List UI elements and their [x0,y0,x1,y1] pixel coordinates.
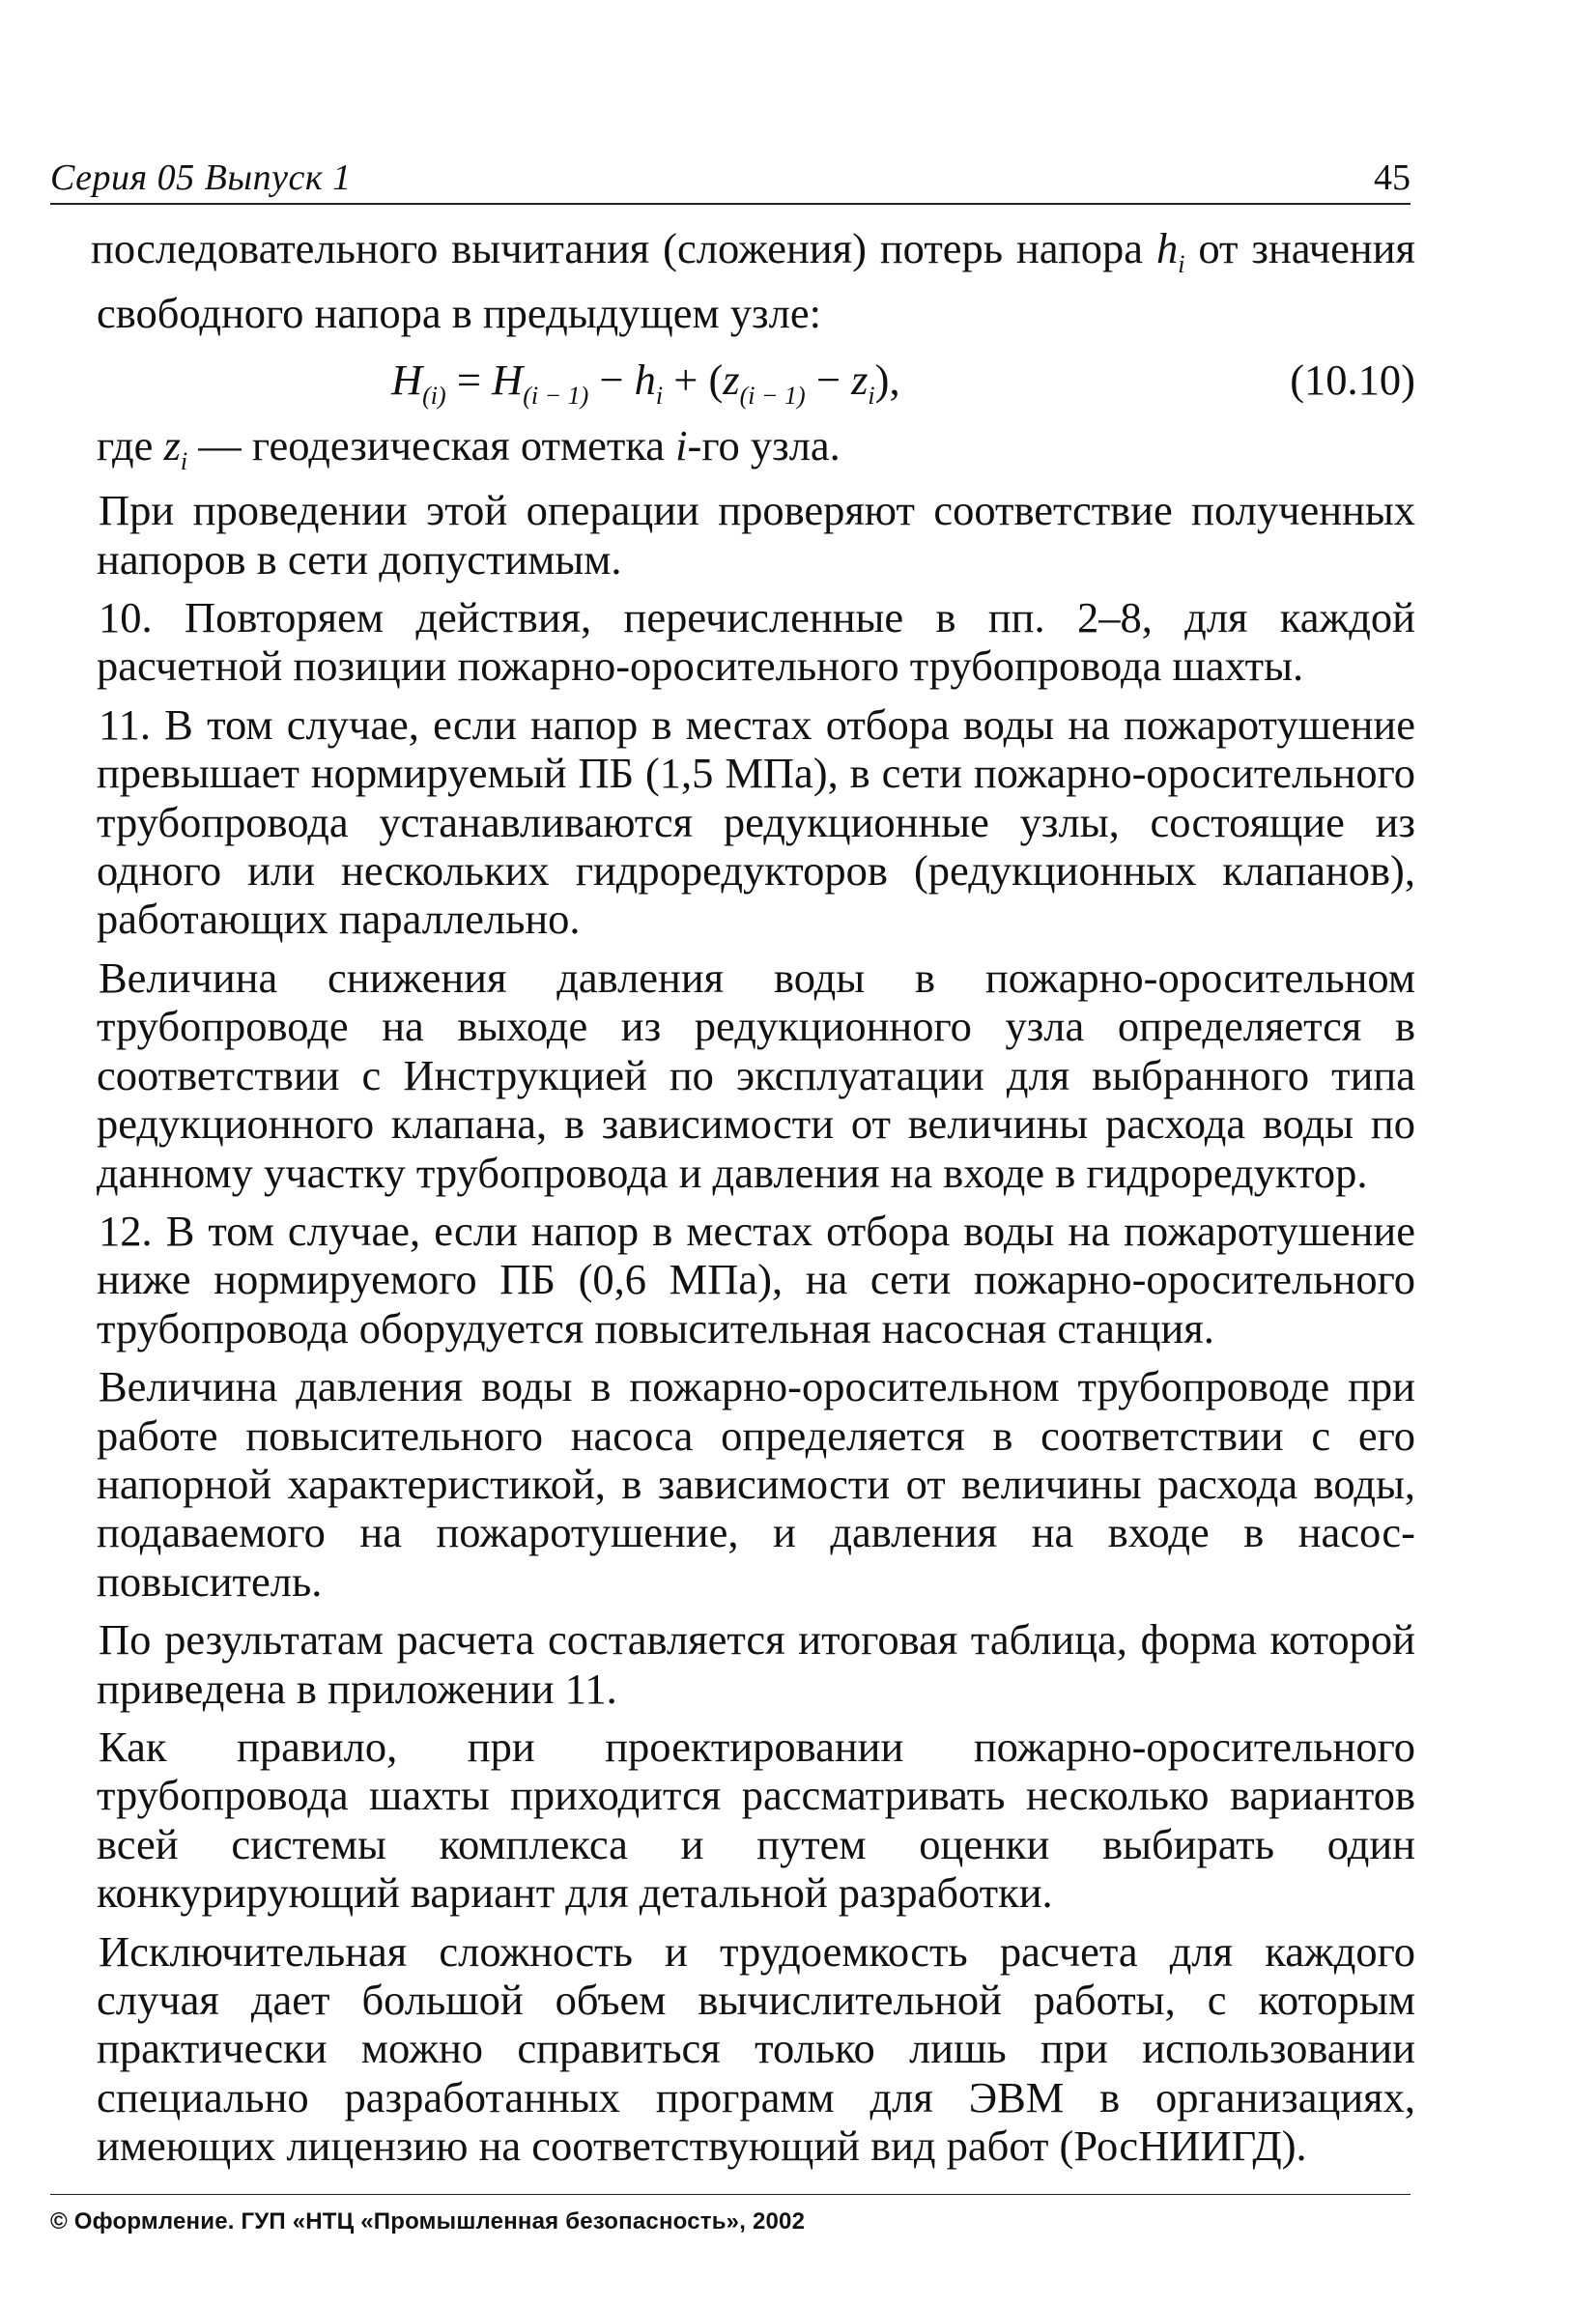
paragraph: Величина снижения давления воды в пожарно-оросительном трубопроводе на выходе из редукционного узла определяется в соответствии с Инструкцией по эксплуатации для выбранного типа редукционного клапана, в зависимости от величины расхода воды по данному участку трубопровода и давления на входе в гидроредуктор. [97,953,1415,1197]
paragraph: 10. Повторяем действия, перечисленные в пп. 2–8, для каждой расчетной позиции пожарно-оросительного трубопровода шахты. [97,593,1415,691]
formula-10-10 [97,352,1415,419]
intro-paragraph: последовательного вычитания (сложения) потерь напора $h_i$ от значения свободного напора в предыдущем узле: [91,224,1415,338]
paragraph: При проведении этой операции проверяют соответствие полученных напоров в сети допустимым. [97,486,1415,584]
body-text [91,224,1415,2171]
copyright-footer: © Оформление. ГУП «НТЦ «Промышленная безопасность», 2002 [50,2208,806,2235]
formula-number: (10.10) [1290,355,1415,404]
footer-divider [50,2194,1411,2195]
formula-expression: $H_{(i)} = H_{(i - 1)} - h_i + (z_{(i - 1)} - z_i)$, [391,355,900,410]
paragraph: По результатам расчета составляется итоговая таблица, форма которой приведена в приложении 11. [97,1615,1415,1713]
h-variable: h [1155,224,1179,272]
formula-explanation: где $z_i$ — геодезическая отметка i-го узла. [97,420,841,475]
header-divider [50,203,1411,205]
running-header [50,155,1411,214]
page-number: 45 [1374,157,1411,198]
paragraph: Исключительная сложность и трудоемкость расчета для каждого случая дает большой объем вычислительной работы, с которым практически можно справиться только лишь при использовании специально разработанных программ для ЭВМ в организациях, имеющих лицензию на соответствующий вид работ (РосНИИГД). [97,1926,1415,2171]
paragraph: Величина давления воды в пожарно-оросительном трубопроводе при работе повысительного насоса определяется в соответствии с его напорной характеристикой, в зависимости от величины расхода воды, подаваемого на пожаротушение, и давления на входе в насос-повыситель. [97,1362,1415,1606]
paragraph: 12. В том случае, если напор в местах отбора воды на пожаротушение ниже нормируемого ПБ (0,6 МПа), на сети пожарно-оросительного трубопровода оборудуется повысительная насосная станция. [97,1206,1415,1352]
paragraph: 11. В том случае, если напор в местах отбора воды на пожаротушение превышает нормируемый ПБ (1,5 МПа), в сети пожарно-оросительного трубопровода устанавливаются редукционные узлы, состоящие из одного или нескольких гидроредукторов (редукционных клапанов), работающих параллельно. [97,699,1415,944]
series-title: Серия 05 Выпуск 1 [50,157,352,198]
paragraph: Как правило, при проектировании пожарно-оросительного трубопровода шахты приходится рассматривать несколько вариантов всей системы комплекса и путем оценки выбирать один конкурирующий вариант для детальной разработки. [97,1722,1415,1918]
